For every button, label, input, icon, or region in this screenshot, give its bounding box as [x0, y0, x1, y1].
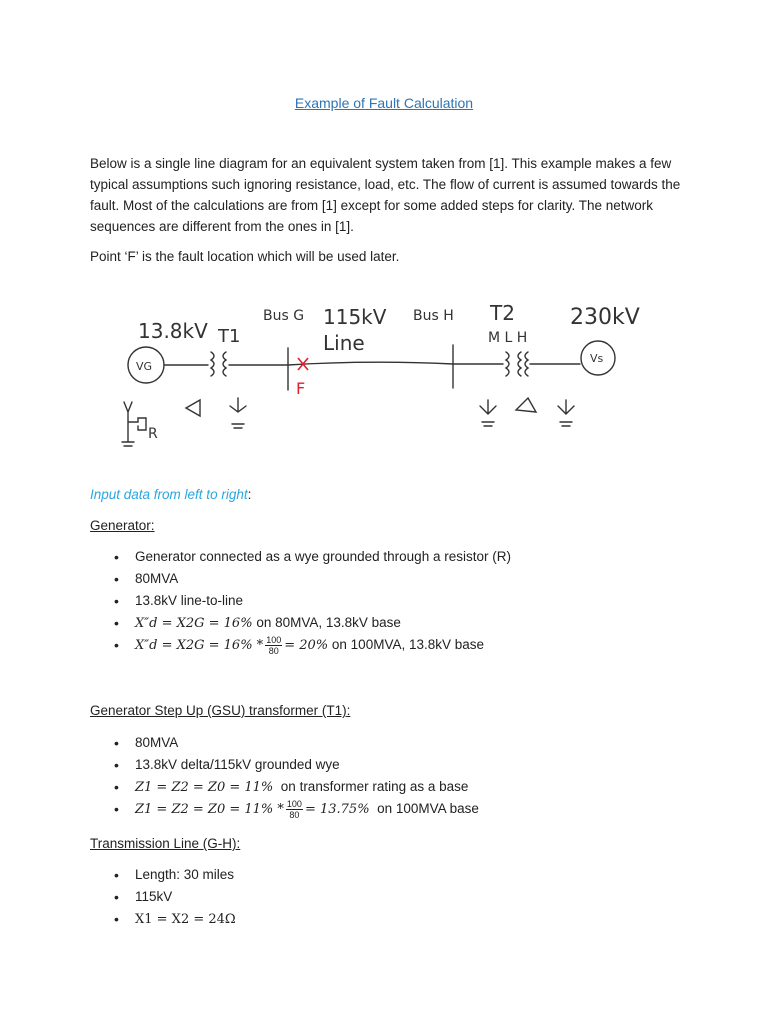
generator-heading: Generator:: [90, 518, 155, 533]
source-label: Vs: [590, 352, 604, 365]
intro-paragraph: Below is a single line diagram for an equivalent system taken from [1]. This example makes a few typical assumptions such ignoring resistance, load, etc. The flow of current is assumed towards the fault. Most of the calculations are from [1] except for some added steps for clarity. The network sequences are different from the ones in [1].: [90, 156, 681, 234]
gsu-heading: Generator Step Up (GSU) transformer (T1):: [90, 703, 351, 718]
page-title: Example of Fault Calculation: [294, 95, 474, 111]
list-item: • X1 = X2 = 24Ω: [90, 908, 236, 930]
list-item: • Length: 30 miles: [90, 864, 236, 886]
list-item: • Generator connected as a wye grounded through a resistor (R): [90, 546, 511, 568]
bus-h-label: Bus H: [413, 308, 454, 324]
input-data-heading-text: Input data from left to right: [90, 487, 248, 502]
list-item: • 115kV: [90, 886, 236, 908]
line-label: Line: [323, 331, 365, 355]
t2-transformer-symbol: [506, 352, 509, 376]
t2-label: T2: [490, 301, 515, 325]
list-item: • Z1 = Z2 = Z0 = 11% * $\frac{100}{80}$ = 13.75% on 100MVA base: [90, 798, 479, 820]
resistor-label: R: [148, 426, 158, 442]
generator-list: [90, 546, 511, 656]
gen-label: VG: [136, 360, 153, 373]
line-list: [90, 864, 236, 930]
single-line-diagram: [108, 290, 668, 460]
fault-label: F: [296, 379, 306, 398]
list-item: • 13.8kV line-to-line: [90, 590, 511, 612]
input-data-heading: Input data from left to right:: [90, 487, 252, 502]
list-item: • X″d = X2G = 16% * $\frac{100}{80}$ = 20% on 100MVA, 13.8kV base: [90, 634, 511, 656]
line-heading: Transmission Line (G-H):: [90, 836, 241, 851]
list-item: • 13.8kV delta/115kV grounded wye: [90, 754, 479, 776]
gen-voltage-label: 13.8kV: [138, 319, 208, 343]
t2-windings-label: M L H: [488, 330, 528, 346]
list-item: • X″d = X2G = 16% on 80MVA, 13.8kV base: [90, 612, 511, 634]
t1-transformer-symbol: [211, 352, 214, 376]
transmission-line: [288, 362, 453, 365]
list-item: • 80MVA: [90, 732, 479, 754]
gsu-list: [90, 732, 479, 820]
system-voltage-label: 230kV: [570, 305, 640, 330]
fault-point-note: Point ‘F’ is the fault location which will be used later.: [90, 249, 400, 264]
t1-label: T1: [218, 326, 241, 347]
list-item: • 80MVA: [90, 568, 511, 590]
list-item: • Z1 = Z2 = Z0 = 11% on transformer rating as a base: [90, 776, 479, 798]
line-voltage-label: 115kV: [323, 305, 387, 329]
bus-g-label: Bus G: [263, 308, 305, 324]
